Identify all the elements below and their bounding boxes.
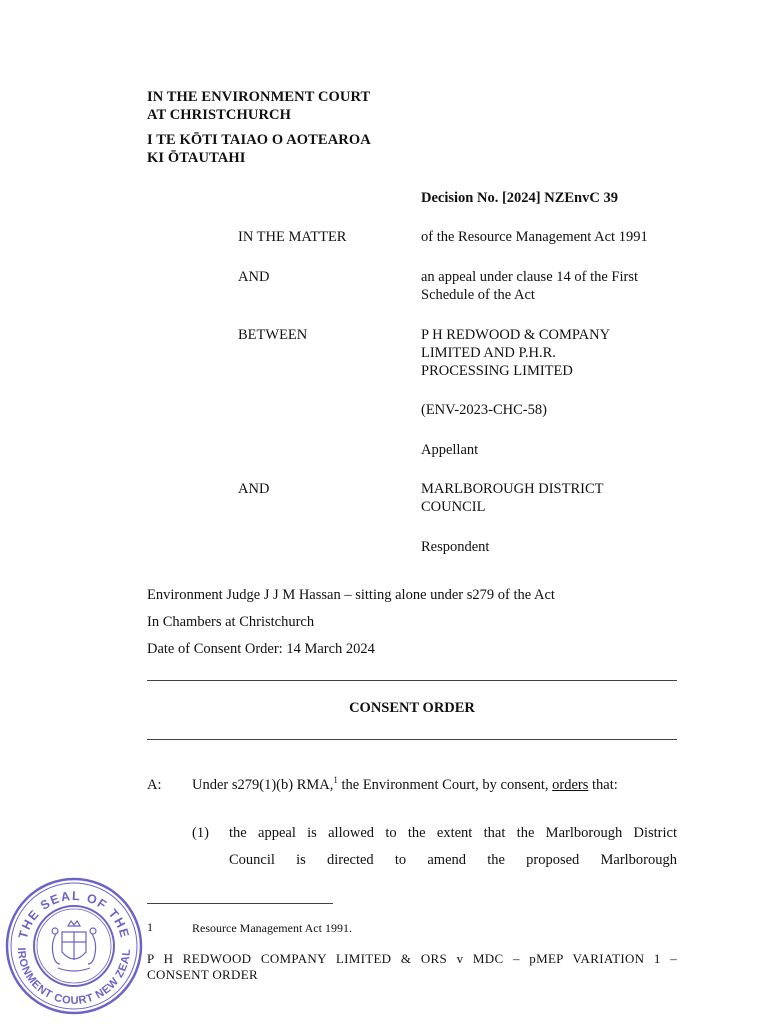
appellant-name-line-1: P H REDWOOD & COMPANY — [421, 327, 611, 343]
chambers-line: In Chambers at Christchurch — [147, 614, 315, 630]
subparagraph-line-2: Council is directed to amend the proposed Marlborough — [229, 852, 677, 868]
footer-line-1: P H REDWOOD COMPANY LIMITED & ORS v MDC – pMEP VARIATION 1 – — [147, 951, 677, 966]
paragraph-a-end: that: — [588, 777, 618, 793]
respondent-name-line-2: COUNCIL — [421, 499, 486, 515]
appeal-description — [421, 268, 691, 304]
paragraph-a — [192, 776, 618, 794]
paragraph-label: A: — [147, 777, 162, 793]
matter-label: IN THE MATTER — [238, 229, 347, 245]
court-location: AT CHRISTCHURCH — [147, 107, 291, 123]
and-label-2: AND — [238, 481, 270, 497]
appellant-name-line-3: PROCESSING LIMITED — [421, 363, 573, 379]
appeal-description-line-2: Schedule of the Act — [421, 287, 535, 303]
footnote-number: 1 — [147, 920, 153, 934]
paragraph-a-start: Under s279(1)(b) RMA, — [192, 777, 334, 793]
footnote-ref[interactable]: 1 — [333, 775, 338, 786]
respondent-name-line-1: MARLBOROUGH DISTRICT — [421, 481, 604, 497]
respondent-role: Respondent — [421, 539, 490, 555]
subparagraph-line-1: the appeal is allowed to the extent that the Marlborough District — [229, 825, 677, 841]
coat-of-arms-icon — [52, 921, 96, 971]
and-label-1: AND — [238, 269, 270, 285]
matter-value: of the Resource Management Act 1991 — [421, 229, 648, 245]
order-date: Date of Consent Order: 14 March 2024 — [147, 641, 375, 657]
court-seal-graphic — [4, 876, 144, 1016]
respondent-name — [421, 480, 691, 516]
seal-text-bottom: IRONMENT COURT NEW ZEAL — [14, 947, 134, 1008]
appellant-name-line-2: LIMITED AND P.H.R. — [421, 345, 556, 361]
court-name: IN THE ENVIRONMENT COURT — [147, 89, 371, 105]
decision-number: Decision No. [2024] NZEnvC 39 — [421, 190, 618, 206]
subparagraph-label: (1) — [192, 825, 209, 841]
appeal-description-line-1: an appeal under clause 14 of the First — [421, 269, 639, 285]
footnote-divider — [147, 903, 333, 904]
court-seal — [4, 876, 144, 1016]
document-footer — [147, 951, 677, 983]
between-label: BETWEEN — [238, 327, 308, 343]
footnote-text: Resource Management Act 1991. — [192, 921, 352, 935]
appellant-role: Appellant — [421, 442, 479, 458]
footer-line-2: CONSENT ORDER — [147, 967, 258, 982]
divider-bottom — [147, 739, 677, 740]
case-number: (ENV-2023-CHC-58) — [421, 402, 547, 418]
seal-text-top: THE SEAL OF THE — [15, 888, 133, 941]
order-title: CONSENT ORDER — [349, 700, 475, 716]
judge-line: Environment Judge J J M Hassan – sitting alone under s279 of the Act — [147, 587, 555, 603]
paragraph-a-mid: the Environment Court, by consent, — [337, 777, 553, 793]
court-location-maori: KI ŌTAUTAHI — [147, 150, 246, 166]
appellant-name — [421, 326, 691, 380]
orders-word: orders — [552, 777, 589, 793]
court-name-maori: I TE KŌTI TAIAO O AOTEAROA — [147, 132, 371, 148]
divider-top — [147, 680, 677, 681]
